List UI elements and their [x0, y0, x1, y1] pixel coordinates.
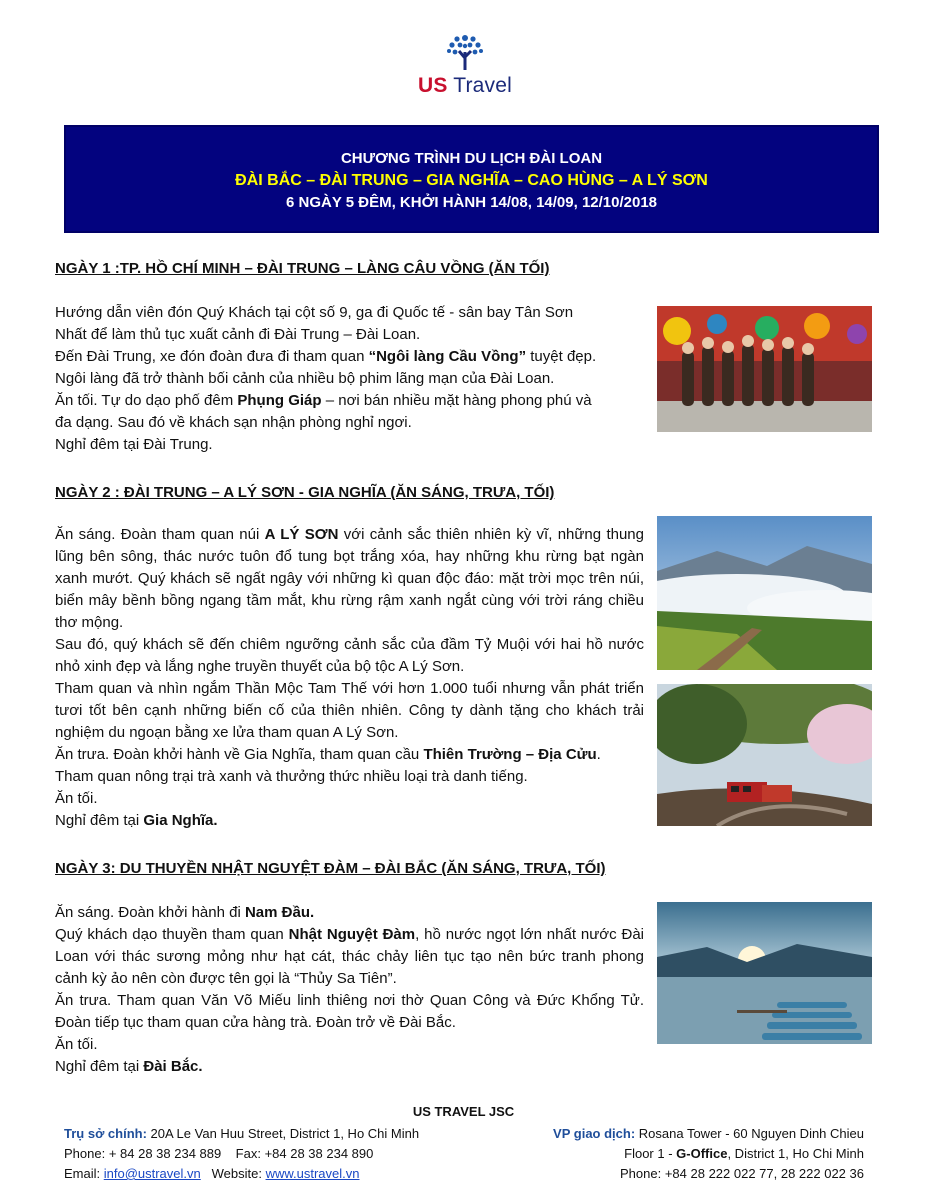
email-link[interactable]: info@ustravel.vn — [103, 1166, 201, 1181]
day1-title: NGÀY 1 :TP. HỒ CHÍ MINH – ĐÀI TRUNG – LÀNG CÂU VỒNG (ĂN TỐI) — [55, 260, 550, 277]
ustravel-logo — [400, 30, 530, 100]
banner-schedule: 6 NGÀY 5 ĐÊM, KHỞI HÀNH 14/08, 14/09, 12/10/2018 — [285, 194, 658, 211]
day1-text: Hướng dẫn viên đón Quý Khách tại cột số 9, ga đi Quốc tế - sân bay Tân Sơn Nhất để làm thủ tục xuất cảnh đi Đài Trung – Đài Loan. Đến Đài Trung, xe đón đoàn đưa đi tham quan “Ngôi làng Cầu Vồng” tuyệt đẹp. Ngôi làng đã trở thành bối cảnh của nhiều bộ phim lãng mạn của Đài Loan. Ăn tối. Tự do dạo phố đêm Phụng Giáp – nơi bán nhiều mặt hàng phong phú và đa dạng. Sau đó về khách sạn nhận phòng nghỉ ngơi. Nghỉ đêm tại Đài Trung. — [55, 304, 597, 453]
day2-title: NGÀY 2 : ĐÀI TRUNG – A LÝ SƠN - GIA NGHĨA (ĂN SÁNG, TRƯA, TỐI) — [55, 484, 555, 501]
footer-company: US TRAVEL JSC — [412, 1104, 515, 1119]
alishan-train-photo — [657, 684, 872, 826]
banner-title: CHƯƠNG TRÌNH DU LỊCH ĐÀI LOAN — [340, 150, 603, 167]
tree-icon — [442, 30, 488, 72]
footer-office: VP giao dịch: Rosana Tower - 60 Nguyen Dinh Chieu Floor 1 - G-Office, District 1, Ho Chi Minh Phone: +84 28 222 022 77, 28 222 022 36 — [553, 1126, 864, 1181]
footer-headquarters: Trụ sở chính: 20A Le Van Huu Street, District 1, Ho Chi Minh Phone: + 84 28 38 234 889 Fax: +84 28 38 234 890 Email: info@ustravel.vn Website: www.ustravel.vn — [64, 1126, 420, 1181]
website-link[interactable]: www.ustravel.vn — [265, 1166, 360, 1181]
day2-text: Ăn sáng. Đoàn tham quan núi A LÝ SƠN với cảnh sắc thiên nhiên kỳ vĩ, những thung lũng bên sông, thác nước tuôn đổ tung bọt trắng xóa, hay những khu rừng bạt ngàn xanh mướt. Quý khách sẽ ngất ngây với những kì quan độc đáo: mặt trời mọc trên núi, biển mây bềnh bồng ngang tầm mắt, khu rừng rậm xanh ngắt cùng với trời ráng chiều thơ mộng. Sau đó, quý khách sẽ đến chiêm ngưỡng cảnh sắc của đầm Tỷ Muội với hai hồ nước nhỏ xinh đẹp và lắng nghe truyền thuyết của bộ tộc A Lý Sơn. Tham quan và nhìn ngắm Thần Mộc Tam Thế với hơn 1.000 tuổi nhưng vẫn phát triển tươi tốt bên cạnh những biến cố của thiên nhiên. Công ty dành tặng cho khách trải nghiệm du ngoạn bằng xe lửa tham quan A Lý Sơn. Ăn trưa. Đoàn khởi hành về Gia Nghĩa, tham quan cầu Thiên Trường – Địa Cửu. Tham quan nông trại trà xanh và thưởng thức nhiều loại trà danh tiếng. Ăn tối. Nghỉ đêm tại Gia Nghĩa. — [55, 526, 644, 829]
day3-text: Ăn sáng. Đoàn khởi hành đi Nam Đầu. Quý khách dạo thuyền tham quan Nhật Nguyệt Đàm, hồ nước ngọt lớn nhất nước Đài Loan với thác sương mỏng như hạt cát, thác chảy liên tục tạo nên bức tranh phong cảnh kỳ ảo nên còn được tên gọi là “Thủy Sa Tiên”. Ăn trưa. Tham quan Văn Võ Miếu linh thiêng nơi thờ Quan Công và Đức Khổng Tử. Đoàn tiếp tục tham quan cửa hàng trà. Đoàn trở về Đài Bắc. Ăn tối. Nghỉ đêm tại Đài Bắc. — [55, 904, 644, 1075]
rainbow-village-photo — [657, 306, 872, 432]
day3-title: NGÀY 3: DU THUYỀN NHẬT NGUYỆT ĐÀM – ĐÀI BẮC (ĂN SÁNG, TRƯA, TỐI) — [55, 860, 606, 877]
alishan-clouds-photo — [657, 516, 872, 670]
sun-moon-lake-photo — [657, 902, 872, 1044]
title-banner — [64, 125, 879, 233]
banner-route: ĐÀI BẮC – ĐÀI TRUNG – GIA NGHĨA – CAO HÙNG – A LÝ SƠN — [235, 172, 708, 189]
logo-wordmark: US Travel — [418, 74, 512, 97]
